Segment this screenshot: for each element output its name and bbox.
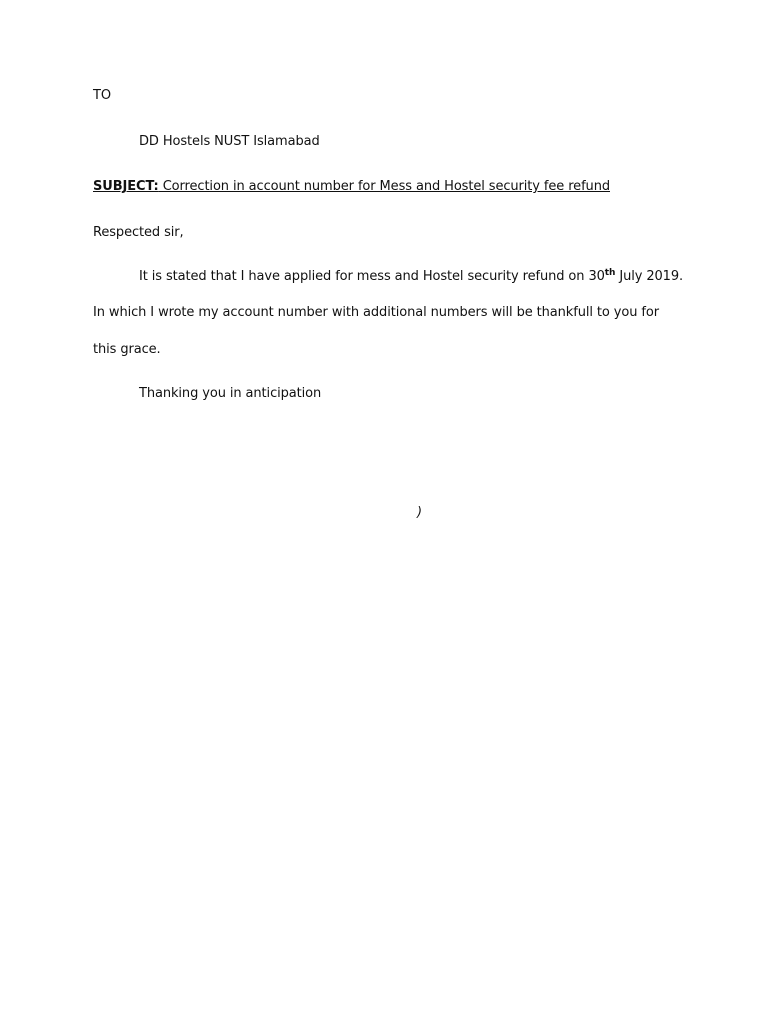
subject-label: SUBJECT: — [93, 179, 159, 194]
body-line-1-date: July 2019. — [615, 269, 684, 284]
salutation: Respected sir, — [93, 225, 184, 240]
subject-line — [93, 179, 610, 195]
recipient-to-label: TO — [93, 88, 111, 103]
body-line-3: this grace. — [93, 342, 161, 357]
stray-parenthesis: ) — [417, 505, 422, 520]
closing-line: Thanking you in anticipation — [139, 386, 322, 401]
addressee-line: DD Hostels NUST Islamabad — [139, 134, 320, 149]
body-line-1 — [139, 269, 683, 285]
subject-text: Correction in account number for Mess and Hostel security fee refund — [158, 179, 610, 194]
body-line-2: In which I wrote my account number with additional numbers will be thankfull to you for — [93, 305, 659, 320]
body-line-1-text: It is stated that I have applied for mess and Hostel security refund on 30 — [139, 269, 605, 284]
ordinal-suffix: th — [604, 268, 616, 278]
